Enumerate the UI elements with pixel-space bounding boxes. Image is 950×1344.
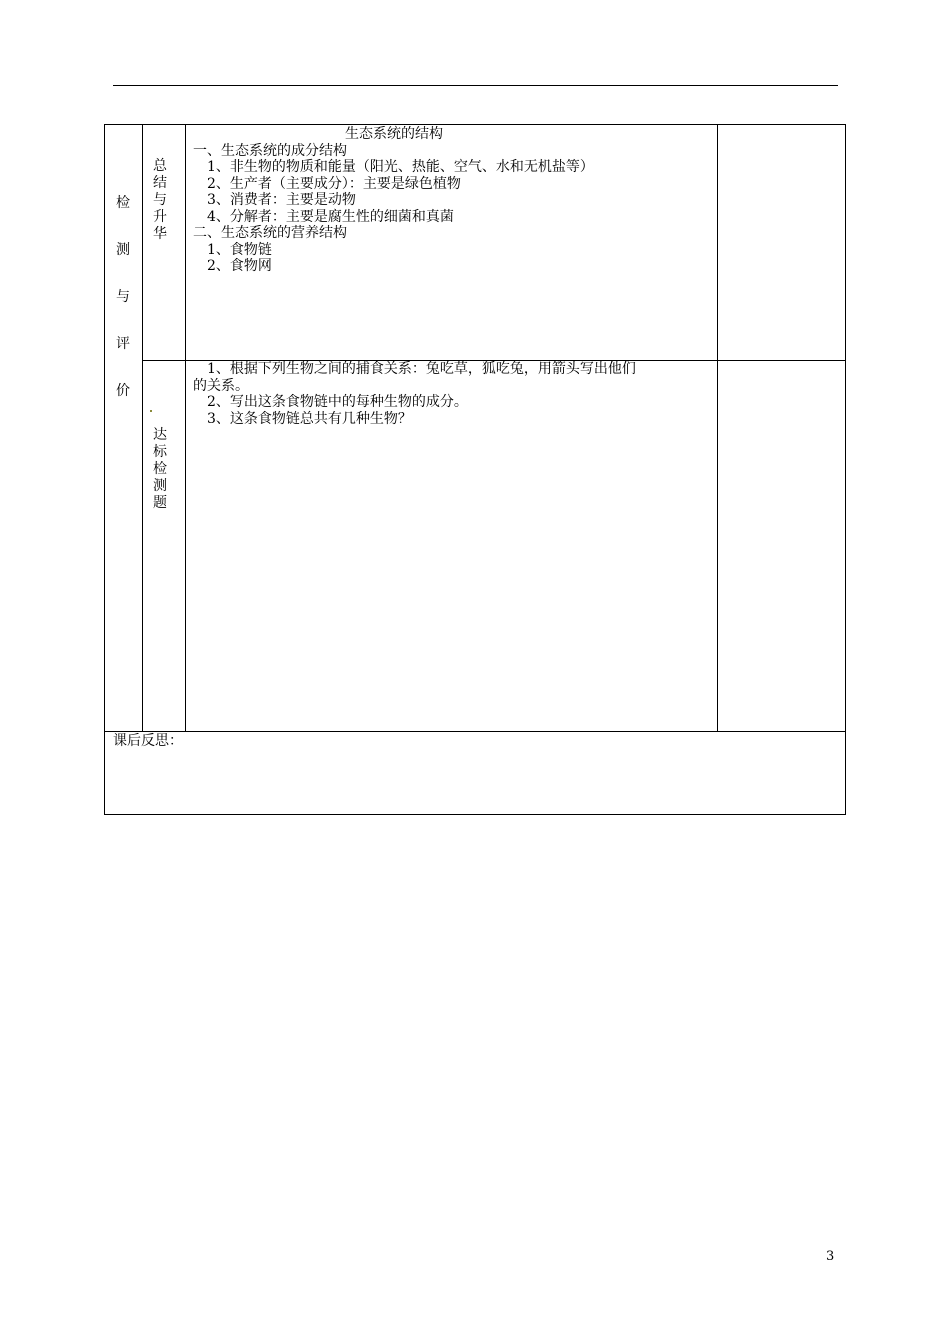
section-label-char: 检 [116, 195, 130, 211]
test-content [193, 361, 636, 427]
section-label [113, 193, 133, 428]
small-dot-mark [150, 410, 152, 412]
summary-line: 1、食物链 [193, 241, 272, 258]
summary-label-char: 与 [153, 192, 167, 208]
lesson-table [104, 124, 846, 815]
test-label-char: 检 [153, 461, 167, 477]
summary-content [193, 143, 594, 275]
summary-line: 2、食物网 [193, 258, 272, 274]
row-divider-2 [105, 731, 845, 732]
test-label [150, 427, 170, 512]
col-divider-3 [717, 125, 718, 731]
summary-label-char: 总 [153, 158, 167, 174]
test-label-char: 达 [153, 427, 167, 443]
reflection-label: 课后反思： [113, 733, 183, 749]
summary-line: 1、非生物的物质和能量（阳光、热能、空气、水和无机盐等） [193, 159, 594, 175]
summary-line: 2、生产者（主要成分）：主要是绿色植物 [193, 175, 461, 192]
summary-label-char: 结 [153, 175, 167, 191]
test-label-char: 测 [153, 478, 167, 494]
summary-label-char: 升 [153, 209, 167, 225]
test-line: 2、写出这条食物链中的每种生物的成分。 [193, 394, 468, 410]
summary-line: 二、生态系统的营养结构 [193, 225, 347, 241]
col-divider-2 [185, 125, 186, 731]
summary-line: 一、生态系统的成分结构 [193, 142, 347, 159]
summary-label-char: 华 [153, 226, 167, 242]
col-divider-1 [142, 125, 143, 731]
summary-label [150, 158, 170, 243]
summary-line: 4、分解者：主要是腐生性的细菌和真菌 [193, 208, 454, 225]
section-label-char: 评 [116, 336, 130, 352]
test-line: 3、这条食物链总共有几种生物？ [193, 410, 412, 427]
summary-title: 生态系统的结构 [345, 126, 443, 142]
page-number: 3 [826, 1249, 835, 1264]
section-label-char: 价 [116, 383, 130, 399]
summary-line: 3、消费者：主要是动物 [193, 192, 356, 208]
section-label-char: 测 [116, 242, 130, 258]
test-label-char: 题 [153, 495, 167, 511]
test-label-char: 标 [153, 444, 167, 460]
section-label-char: 与 [116, 289, 130, 305]
test-line: 1、根据下列生物之间的捕食关系：兔吃草，狐吃兔，用箭头写出他们 [193, 361, 636, 377]
test-line: 的关系。 [193, 377, 249, 394]
header-rule [113, 85, 838, 86]
